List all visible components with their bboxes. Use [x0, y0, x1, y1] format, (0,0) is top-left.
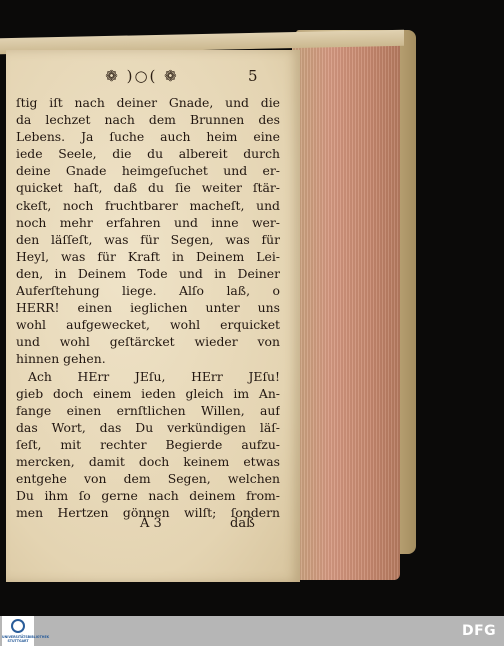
book-page — [6, 50, 300, 582]
text-line: Lebens. Ja ſuche auch heim eine — [16, 129, 280, 145]
footer-bar — [0, 616, 504, 646]
header-ornament: ❁ )○( ❁ — [105, 67, 179, 85]
text-line: Auferſtehung liege. Alſo laß, o — [16, 283, 280, 299]
text-line: quicket haſt, daß du ſie weiter ſtär- — [16, 180, 280, 196]
text-line: das Wort, das Du verkündigen läſ- — [16, 419, 280, 435]
text-line: entgehe von dem Segen, welchen — [16, 471, 280, 487]
signature-mark: A 3 — [140, 516, 162, 531]
text-line: und wohl geſtärcket wieder von — [16, 334, 280, 350]
text-line: iede Seele, die du albereit durch — [16, 146, 280, 162]
page-footer — [6, 514, 300, 534]
text-line: wohl aufgewecket, wohl erquicket — [16, 317, 280, 333]
text-line: noch mehr erfahren und inne wer- — [16, 214, 280, 230]
page-header — [6, 66, 300, 86]
text-line: ckeſt, noch fruchtbarer macheſt, und — [16, 197, 280, 213]
text-line: mercken, damit doch keinem etwas — [16, 453, 280, 469]
text-line: da lechzet nach dem Brunnen des — [16, 112, 280, 128]
library-logo-icon — [11, 619, 25, 633]
library-logo-text: UNIVERSITÄTSBIBLIOTHEK STUTTGART — [2, 635, 50, 643]
text-line: Du ihm ſo gerne nach deinem from- — [16, 488, 280, 504]
page-edges — [292, 42, 400, 580]
text-line: ſeſt, mit rechter Begierde aufzu- — [16, 436, 280, 452]
text-line: den läſſeſt, was für Segen, was für — [16, 231, 280, 247]
text-line: deine Gnade heimgeſuchet und er- — [16, 163, 280, 179]
library-logo[interactable] — [2, 616, 50, 646]
page-text — [16, 94, 280, 521]
page-number: 5 — [248, 67, 258, 85]
text-line: fange einen ernſtlichen Willen, auf — [16, 402, 280, 418]
text-line: Ach HErr JEſu, HErr JEſu! — [28, 368, 280, 384]
text-line: ſtig iſt nach deiner Gnade, und die — [16, 95, 280, 110]
text-line: Heyl, was für Kraft in Deinem Lei- — [16, 248, 280, 264]
text-line: hinnen gehen. — [16, 351, 106, 367]
text-line: men Hertzen gönnen wilſt; ſondern — [16, 505, 280, 521]
text-line: den, in Deinem Tode und in Deiner — [16, 265, 280, 281]
text-line: HERR! einen ieglichen unter uns — [16, 300, 280, 316]
catchword: daß — [230, 516, 255, 531]
dfg-logo[interactable]: DFG — [462, 623, 497, 639]
text-line: gieb doch einem ieden gleich im An- — [16, 385, 280, 401]
